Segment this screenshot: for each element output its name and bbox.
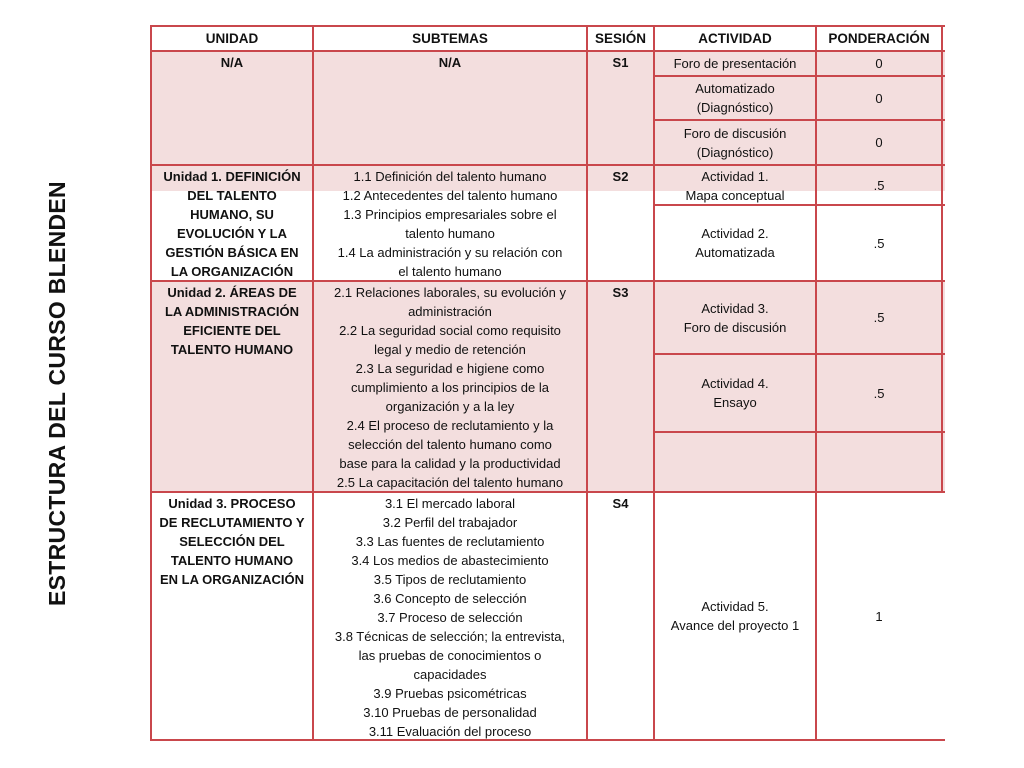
header-actividad: ACTIVIDAD [698,31,772,46]
session-s4: S4 [612,496,629,511]
session-s2: S2 [612,169,629,184]
weight: .5 [873,310,885,325]
weight: 0 [875,90,883,106]
weight: 0 [875,135,883,150]
header-unidad: UNIDAD [205,31,259,46]
unidad-1-title: Unidad 1. DEFINICIÓN DEL TALENTO HUMANO, SU EVOLUCIÓN Y LA GESTIÓN BÁSICA EN LA ORGANIZACIÓN [163,169,301,279]
grid-line [653,431,945,433]
activity-1: Actividad 1. Mapa conceptual [685,169,785,203]
header-subtemas: SUBTEMAS [412,31,488,46]
weight: .5 [873,385,885,401]
header-ponderacion: PONDERACIÓN [828,31,930,46]
unidad-na: N/A [220,55,244,70]
grid-line [586,25,588,741]
header-sesion: SESIÓN [594,31,646,46]
unidad-1-subtemas: 1.1 Definición del talento humano 1.2 Antecedentes del talento humano 1.3 Principios empresariales sobre el talento humano 1.4 La administración y su relación con el talento humano [337,169,563,279]
weight: 1 [875,608,883,624]
unidad-3-subtemas: 3.1 El mercado laboral 3.2 Perfil del trabajador 3.3 Las fuentes de reclutamiento 3.4 Los medios de abastecimiento 3.5 Tipos de reclutamiento 3.6 Concepto de selección 3.7 Proceso de selección 3.8 Técnicas de selección; la entrevista, las pruebas de conocimientos o capacidades 3.9 Pruebas psicométricas 3.10 Pruebas de personalidad 3.11 Evaluación del proceso [334,496,566,739]
course-structure-table [150,25,945,741]
unidad-2-subtemas: 2.1 Relaciones laborales, su evolución y administración 2.2 La seguridad social como requisito legal y medio de retención 2.3 La seguridad e higiene como cumplimiento a los principios de la organización y a la ley 2.4 El proceso de reclutamiento y la selección del talento humano como base para la calidad y la productividad 2.5 La capacitación del talento humano [334,285,566,490]
session-s1: S1 [612,55,629,70]
unidad-2-title: Unidad 2. ÁREAS DE LA ADMINISTRACIÓN EFICIENTE DEL TALENTO HUMANO [164,285,300,357]
session-s3: S3 [612,285,629,300]
activity-3: Actividad 3. Foro de discusión [683,300,787,335]
subtemas-na: N/A [438,55,462,70]
activity-2: Actividad 2. Automatizada [695,226,775,260]
side-title: ESTRUCTURA DEL CURSO BLENDEN [44,181,70,606]
activity-foro-discusion: Foro de discusión (Diagnóstico) [683,125,787,160]
activity-foro-presentacion: Foro de presentación [673,56,797,71]
grid-line [941,25,943,491]
unidad-3-title: Unidad 3. PROCESO DE RECLUTAMIENTO Y SELECCIÓN DEL TALENTO HUMANO EN LA ORGANIZACIÓN [159,496,305,587]
weight: .5 [873,177,885,193]
activity-4: Actividad 4. Ensayo [701,376,769,410]
weight: 0 [875,56,883,71]
weight: .5 [873,235,885,251]
activity-automatizado: Automatizado (Diagnóstico) [695,81,775,115]
activity-5: Actividad 5. Avance del proyecto 1 [670,599,800,633]
